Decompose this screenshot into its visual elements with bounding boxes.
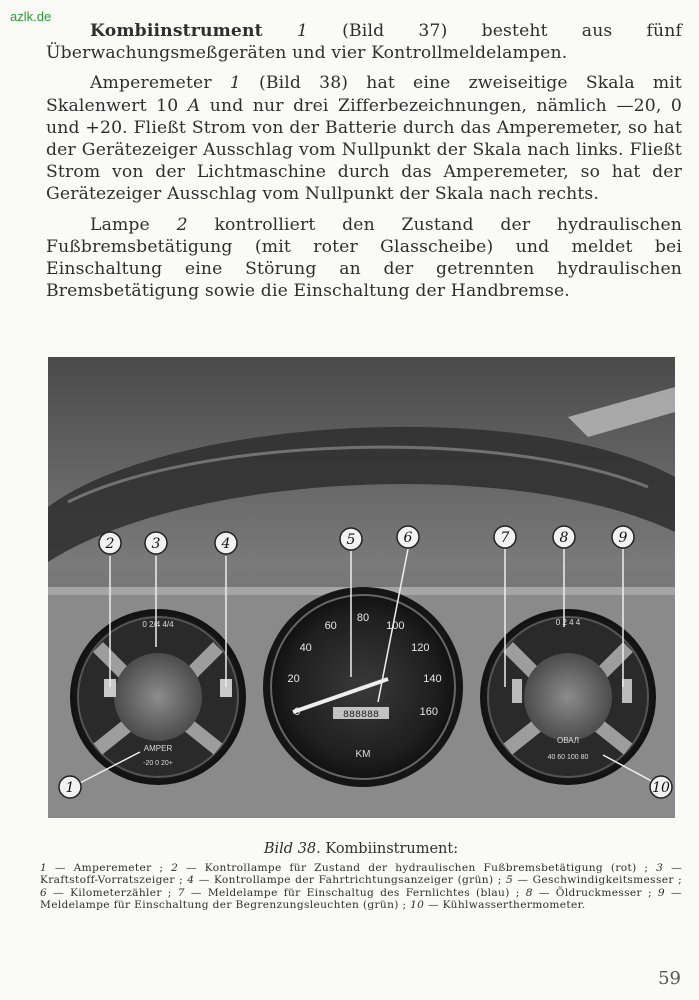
paragraph-text: (Bild 38) hat eine zweiseitige Skala mit Skalenwert 10 bbox=[46, 73, 682, 116]
legend-text: — Geschwindigkeitsmesser ; bbox=[517, 874, 682, 887]
legend-text: — Kontrollampe der Fahrtrichtungsanzeiger (grün) ; bbox=[198, 874, 506, 887]
svg-text:1: 1 bbox=[65, 780, 75, 796]
legend-text: — Kraftstoff-Vorratszeiger ; bbox=[40, 862, 683, 887]
right-gauge bbox=[480, 609, 656, 785]
legend-number: 3 bbox=[656, 862, 672, 874]
caption-legend bbox=[40, 862, 682, 912]
speedo-tick-label: 120 bbox=[411, 641, 430, 654]
legend-item-10 bbox=[410, 899, 586, 911]
figure-title: Kombiinstrument: bbox=[325, 841, 459, 857]
speedo-tick-label: 20 bbox=[287, 672, 300, 685]
left-gauge bbox=[70, 609, 246, 785]
legend-text: — Meldelampe für Einschaltug des Fernlichtes (blau) ; bbox=[190, 886, 526, 899]
speedo-tick-label: 40 bbox=[299, 641, 312, 654]
paragraph-text: und nur drei Zifferbezeichnungen, nämlich —20, 0 und +20. Fließt Strom von der Batterie durch das Amperemeter, so hat der Gerätezeiger Ausschlag vom Nullpunkt der Skala nach links. Fließt Strom von der Lichtmaschine durch das Amperemeter, so hat der Gerätezeiger Ausschlag vom Nullpunkt der Skala nach rechts. bbox=[46, 95, 682, 205]
svg-text:10: 10 bbox=[652, 780, 670, 796]
callout-1 bbox=[59, 776, 81, 798]
speedo-tick-label: 60 bbox=[324, 619, 337, 632]
legend-item-7 bbox=[178, 887, 526, 899]
legend-item-1 bbox=[40, 862, 171, 874]
term-kombiinstrument: Kombiinstrument bbox=[90, 21, 263, 41]
ref-number: 2 bbox=[176, 214, 188, 235]
legend-text: — Kilometerzähler ; bbox=[53, 886, 178, 899]
speedo-tick-label: 80 bbox=[356, 612, 370, 624]
callout-6 bbox=[397, 526, 419, 548]
callout-3 bbox=[145, 532, 167, 554]
svg-text:2: 2 bbox=[105, 536, 115, 552]
fuel-ticks: 0 2/4 4/4 bbox=[142, 620, 174, 629]
speedometer bbox=[263, 587, 463, 787]
paragraph-text: kontrolliert den Zustand der hydraulischen Fußbremsbetätigung (mit roter Glasscheibe) und meldet bei Einschaltung eine Störung an der getrennten hydraulischen Bremsbetätigung sowie die Einschaltung der Handbremse. bbox=[46, 214, 682, 302]
svg-text:4: 4 bbox=[221, 536, 231, 552]
speedo-unit: KM bbox=[355, 749, 371, 760]
paragraph-3 bbox=[46, 214, 682, 303]
paragraph-1 bbox=[46, 20, 682, 64]
oil-label: ОВАЛ bbox=[556, 736, 580, 745]
temp-ticks: 0 2 4 4 bbox=[555, 618, 581, 627]
ammeter-label: AMPER bbox=[143, 744, 173, 753]
svg-text:9: 9 bbox=[618, 530, 628, 546]
callout-5 bbox=[340, 528, 362, 550]
legend-item-6 bbox=[40, 887, 178, 899]
legend-text: — Kühlwasserthermometer. bbox=[427, 899, 586, 912]
legend-item-2 bbox=[171, 862, 656, 874]
figure-caption bbox=[40, 841, 682, 912]
legend-number: 1 bbox=[40, 862, 55, 874]
legend-item-5 bbox=[506, 874, 682, 886]
legend-item-4 bbox=[187, 874, 506, 886]
legend-number: 4 bbox=[187, 874, 199, 887]
speedo-tick-label: 100 bbox=[386, 619, 405, 632]
term-lampe: Lampe bbox=[90, 214, 150, 235]
caption-title bbox=[40, 841, 682, 857]
callout-4 bbox=[215, 532, 237, 554]
oil-ticks: 40 60 100 80 bbox=[547, 754, 589, 761]
unit-ampere: A bbox=[187, 95, 201, 116]
legend-number: 6 bbox=[40, 886, 54, 899]
svg-text:3: 3 bbox=[151, 536, 161, 552]
callout-2 bbox=[99, 532, 121, 554]
legend-item-8 bbox=[526, 887, 658, 899]
paragraph-text: (Bild 37) besteht aus fünf Überwachungsmeßgeräten und vier Kontrollmeldelampen. bbox=[46, 21, 682, 64]
legend-number: 9 bbox=[657, 886, 672, 899]
svg-text:5: 5 bbox=[346, 532, 356, 548]
legend-number: 8 bbox=[525, 886, 539, 899]
legend-text: — Meldelampe für Einschaltung der Begrenzungsleuchten (grün) ; bbox=[40, 886, 682, 912]
term-amperemeter: Amperemeter bbox=[90, 73, 212, 94]
watermark: azlk.de bbox=[10, 9, 52, 24]
body-text bbox=[46, 20, 682, 310]
svg-text:8: 8 bbox=[559, 530, 569, 546]
callout-8 bbox=[553, 526, 575, 548]
legend-text: — Kontrollampe für Zustand der hydraulischen Fußbremsbetätigung (rot) ; bbox=[186, 862, 657, 874]
paragraph-2 bbox=[46, 72, 682, 205]
legend-number: 2 bbox=[171, 862, 186, 874]
callout-7 bbox=[494, 526, 516, 548]
legend-number: 5 bbox=[505, 874, 518, 887]
callout-9 bbox=[612, 526, 634, 548]
legend-number: 7 bbox=[177, 886, 191, 899]
figure-label: Bild 38. bbox=[263, 841, 321, 857]
ref-number: 1 bbox=[296, 21, 309, 41]
odometer: 888888 bbox=[342, 710, 380, 721]
svg-text:6: 6 bbox=[403, 530, 413, 546]
speedo-tick-label: 140 bbox=[423, 672, 442, 685]
speedo-tick-label: 160 bbox=[419, 705, 438, 718]
ammeter-ticks: -20 0 20+ bbox=[143, 760, 173, 767]
instrument-cluster-photo bbox=[48, 357, 675, 818]
legend-text: — Öldruckmesser ; bbox=[538, 886, 658, 899]
legend-number: 10 bbox=[410, 899, 428, 912]
ref-number: 1 bbox=[229, 73, 241, 94]
callout-10 bbox=[650, 776, 672, 798]
page-number: 59 bbox=[658, 968, 681, 989]
legend-text: — Amperemeter ; bbox=[54, 862, 172, 874]
svg-text:7: 7 bbox=[500, 530, 510, 546]
